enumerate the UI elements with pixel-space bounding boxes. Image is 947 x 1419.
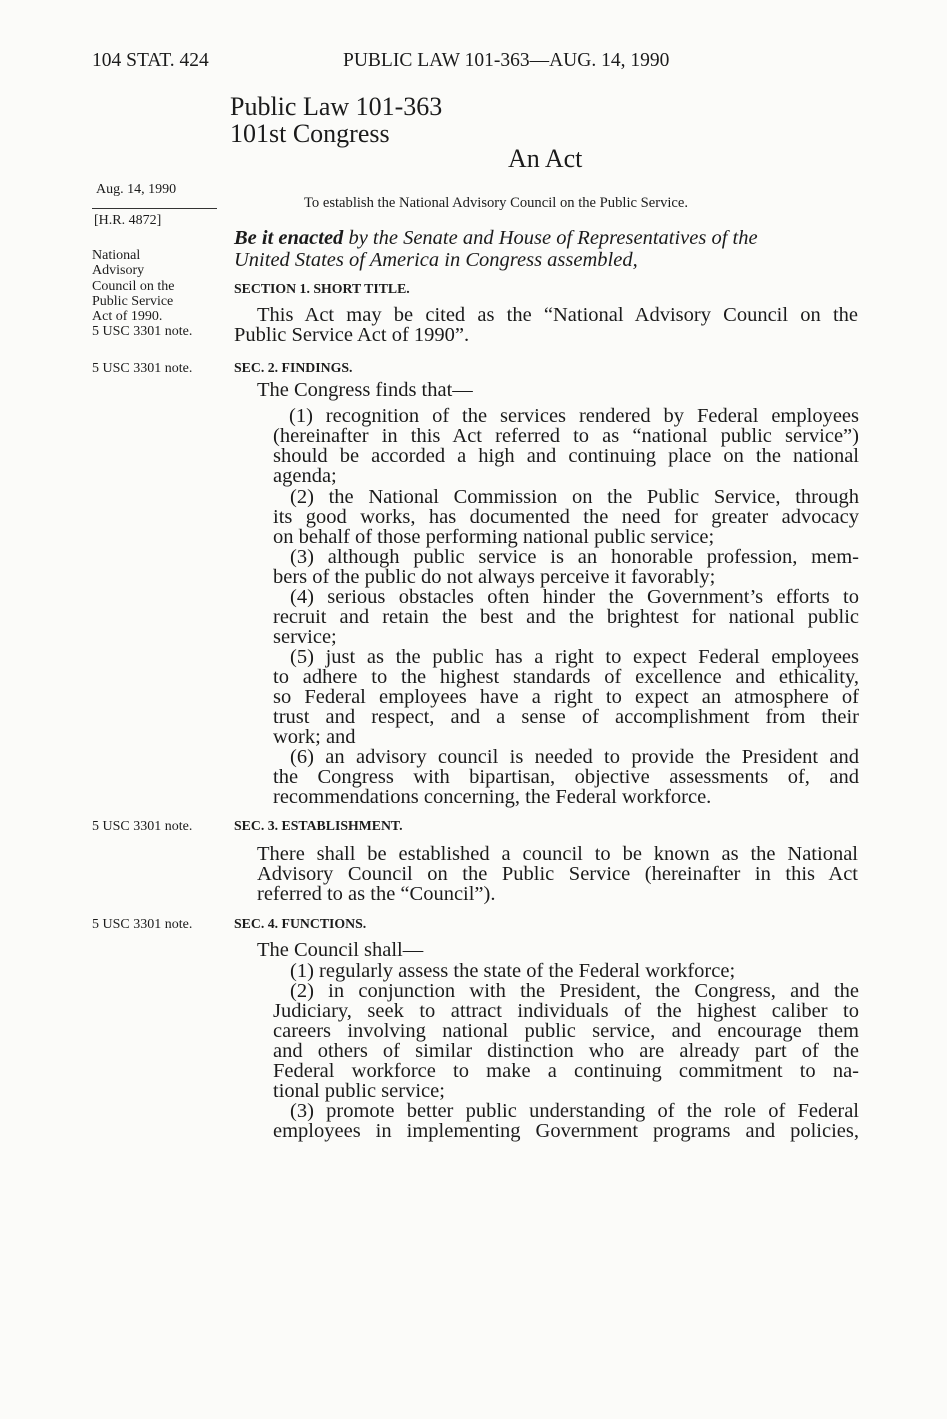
section-3-heading: SEC. 3. ESTABLISHMENT. [234, 818, 403, 833]
margin-note-sec3: 5 USC 3301 note. [92, 819, 193, 834]
act-heading: An Act [508, 144, 583, 173]
law-number: Public Law 101-363 [230, 92, 443, 121]
section-4-heading: SEC. 4. FUNCTIONS. [234, 916, 367, 931]
margin-bill-number: [H.R. 4872] [94, 213, 162, 228]
running-head-law-date: PUBLIC LAW 101-363—AUG. 14, 1990 [343, 50, 670, 71]
finding-6: (6) an advisory council is needed to provide the President and the Congress with bipartisan, objective assessments of, and recommendations concerning, the Federal workforce. [273, 746, 859, 809]
margin-enactment-date: Aug. 14, 1990 [96, 182, 177, 197]
section-4-intro: The Council shall— [257, 939, 424, 961]
function-3: (3) promote better public understanding of the role of Federal employees in implementing Government programs and policies, [273, 1100, 859, 1143]
section-1-text: This Act may be cited as the “National Advisory Council on the [257, 304, 858, 326]
finding-2: (2) the National Commission on the Public Service, through its good works, has documented the need for greater advocacy on behalf of those performing national public service; [273, 486, 859, 549]
purpose-line: To establish the National Advisory Council on the Public Service. [304, 195, 689, 211]
section-2-heading: SEC. 2. FINDINGS. [234, 360, 353, 375]
function-1: (1) regularly assess the state of the Federal workforce; [290, 960, 736, 982]
enacting-clause: Be it enacted by the Senate and House of Representatives of the United States of America in Congress assembled, [234, 227, 758, 271]
margin-note-sec2: 5 USC 3301 note. [92, 361, 193, 376]
finding-4: (4) serious obstacles often hinder the Government’s efforts to recruit and retain the best and the brightest for national public service; [273, 586, 859, 649]
section-1-heading: SECTION 1. SHORT TITLE. [234, 281, 410, 296]
section-1-text-cont: Public Service Act of 1990”. [234, 324, 470, 346]
margin-short-title-note: National Advisory Council on the Public Service Act of 1990. 5 USC 3301 note. [92, 248, 193, 340]
margin-divider [92, 208, 217, 209]
section-3-text: There shall be established a council to be known as the National Advisory Council on the Public Service (hereinafter in this Act referred to as the “Council”). [257, 843, 858, 906]
page-stat-reference: 104 STAT. 424 [92, 50, 209, 71]
finding-5: (5) just as the public has a right to expect Federal employees to adhere to the highest standards of excellence and ethicality, so Federal employees have a right to expect an atmosphere of trust and respect, and a sense of accomplishment from their work; and [273, 646, 859, 749]
finding-1: (1) recognition of the services rendered by Federal employees (hereinafter in this Act referred to as “national public service”) should be accorded a high and continuing place on the national agenda; [273, 405, 859, 488]
finding-3: (3) although public service is an honorable profession, mem- bers of the public do not always perceive it favorably; [273, 546, 859, 589]
section-2-intro: The Congress finds that— [257, 379, 473, 401]
function-2: (2) in conjunction with the President, the Congress, and the Judiciary, seek to attract individuals of the highest caliber to careers involving national public service, and encourage them and others of similar distinction who are already part of the Federal workforce to make a continuing commitment to na- tional public service; [273, 980, 859, 1103]
congress-label: 101st Congress [230, 119, 390, 148]
law-title-block [230, 93, 442, 147]
margin-note-sec4: 5 USC 3301 note. [92, 917, 193, 932]
